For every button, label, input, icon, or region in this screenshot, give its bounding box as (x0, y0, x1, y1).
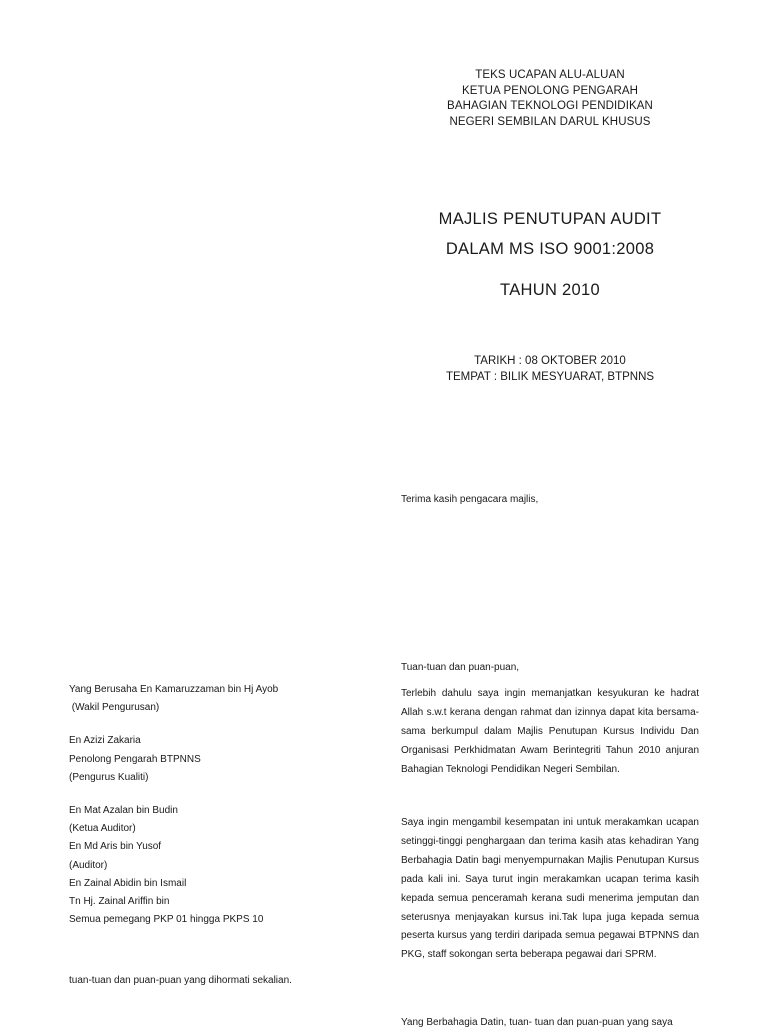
greeting-audience: Tuan-tuan dan puan-puan, (401, 662, 520, 673)
header-line: TEKS UCAPAN ALU-ALUAN (475, 69, 625, 81)
attendee-line: Tn Hj. Zainal Ariffin bin (69, 896, 170, 908)
header-line: KETUA PENOLONG PENGARAH (461, 84, 639, 97)
title-year: TAHUN 2010 (500, 281, 600, 299)
body-paragraph: Saya ingin mengambil kesempatan ini untuk merakamkan ucapan setinggi-tinggi penghargaan dan terima kasih atas kehadiran Yang Berbahagia Datin bagi menyempurnakan Majlis Penutupan Kursus pada kali ini. Saya turut ingin merakamkan ucapan terima kasih kepada semua penceramah kerana sudi menerima jemputan dan seterusnya menjayakan kursus ini.Tak lupa juga kepada semua peserta kursus yang terdiri daripada semua pegawai BTPNNS dan PKG, staff sokongan serta beberapa pegawai dari SPRM. (401, 817, 699, 961)
attendee-line: (Auditor) (69, 859, 108, 871)
header-line: NEGERI SEMBILAN DARUL KHUSUS (449, 115, 651, 128)
body-paragraph: Terlebih dahulu saya ingin memanjatkan kesyukuran ke hadrat Allah s.w.t kerana dengan rahmat dan izinnya dapat kita bersama-sama berkumpul dalam Majlis Penutupan Kursus Individu Dan Organisasi Perkhidmatan Awam Berintegriti Tahun 2010 anjuran Bahagian Teknologi Pendidikan Negeri Sembilan. (401, 688, 699, 775)
header-line: BAHAGIAN TEKNOLOGI PENDIDIKAN (447, 100, 653, 112)
title-line-1: MAJLIS PENUTUPAN AUDIT (438, 210, 662, 228)
event-title (400, 204, 700, 305)
event-details (400, 354, 700, 385)
attendee-line: Semua pemegang PKP 01 hingga PKPS 10 (69, 914, 264, 926)
event-venue: TEMPAT : BILIK MESYUARAT, BTPNNS (445, 370, 655, 383)
attendee-line: (Wakil Pengurusan) (69, 702, 160, 714)
attendee-line: En Zainal Abidin bin Ismail (69, 877, 187, 889)
attendee-line: (Pengurus Kualiti) (69, 771, 149, 783)
body-paragraph: Yang Berbahagia Datin, tuan- tuan dan puan-puan yang saya (401, 1017, 673, 1028)
attendee-line: En Mat Azalan bin Budin (69, 805, 178, 817)
attendee-line: Yang Berusaha En Kamaruzzaman bin Hj Ayob (69, 684, 279, 695)
greeting-mc: Terima kasih pengacara majlis, (401, 494, 539, 505)
attendee-line: Penolong Pengarah BTPNNS (69, 753, 201, 765)
attendee-line: En Azizi Zakaria (69, 735, 141, 747)
spacer (69, 787, 369, 802)
title-line-2: DALAM MS ISO 9001:2008 (445, 240, 655, 258)
attendee-line: En Md Aris bin Yusof (69, 841, 162, 853)
closing-salutation: tuan-tuan dan puan-puan yang dihormati sekalian. (69, 975, 292, 986)
attendee-line: (Ketua Auditor) (69, 823, 136, 835)
event-date: TARIKH : 08 OKTOBER 2010 (474, 355, 626, 367)
spacer (69, 717, 369, 732)
speech-header (400, 68, 700, 130)
attendee-list (69, 681, 369, 929)
